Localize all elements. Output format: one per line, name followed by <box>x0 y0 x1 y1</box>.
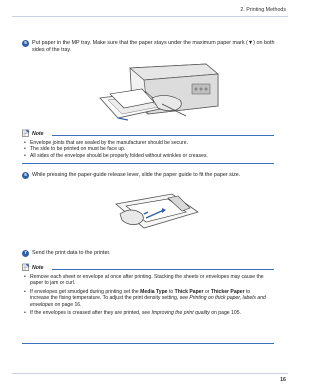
note-icon <box>22 263 30 271</box>
note-title: Note <box>32 131 44 137</box>
list-item: • If envelopes get smudged during printing set the Media Type to Thick Paper or Thicker Paper to increase the fixing temperature. To adjust the print density setting, see Printing on thick paper, labels and envelopes on page 16. <box>24 288 266 308</box>
list-item: • All sides of the envelope should be properly folded without wrinkles or creases. <box>24 152 208 159</box>
list-item: • Remove each sheet or envelope at once after printing. Stacking the sheets or envelopes may cause the paper to jam or curl. <box>24 274 264 287</box>
note-title: Note <box>32 265 44 271</box>
paper-guide-illustration <box>106 184 206 236</box>
media-type-term: Media Type <box>140 288 168 295</box>
cross-reference-link[interactable]: envelopes <box>30 301 54 308</box>
step-number-badge: 5 <box>22 40 29 47</box>
note-divider <box>52 135 274 136</box>
thicker-paper-term: Thicker Paper <box>210 288 245 295</box>
footer-divider <box>12 373 288 374</box>
cross-reference-link[interactable]: Improving the print quality <box>151 310 210 317</box>
chapter-title: 2. Printing Methods <box>240 7 286 13</box>
step-text: While pressing the paper-guide release lever, slide the paper guide to fit the paper size. <box>32 172 241 179</box>
note-icon <box>22 129 30 137</box>
step-text: Put paper in the MP tray. Make sure that the paper stays under the maximum paper mark (▼) on both sides of the tray. <box>32 40 275 54</box>
note-divider <box>52 269 274 270</box>
header-divider <box>12 16 288 17</box>
list-item: • If the envelopes is creased after they are printed, see Improving the print quality on page 105. <box>24 310 241 317</box>
list-item: • Envelope joints that are sealed by the manufacturer should be secure. <box>24 140 189 146</box>
list-item: • The side to be printed on must be face up. <box>24 146 126 153</box>
step-number-badge: 6 <box>22 172 29 179</box>
note-envelope <box>22 129 274 169</box>
step-text: Send the print data to the printer. <box>32 250 111 257</box>
cross-reference-link[interactable]: Printing on thick paper, labels and <box>189 295 266 302</box>
step-number-badge: 7 <box>22 250 29 257</box>
thick-paper-term: Thick Paper <box>174 288 204 295</box>
page-number: 16 <box>280 377 286 383</box>
note-after-printing <box>22 263 274 363</box>
note-divider <box>22 163 274 164</box>
printer-mp-tray-illustration <box>88 58 224 126</box>
note-divider <box>22 343 274 344</box>
